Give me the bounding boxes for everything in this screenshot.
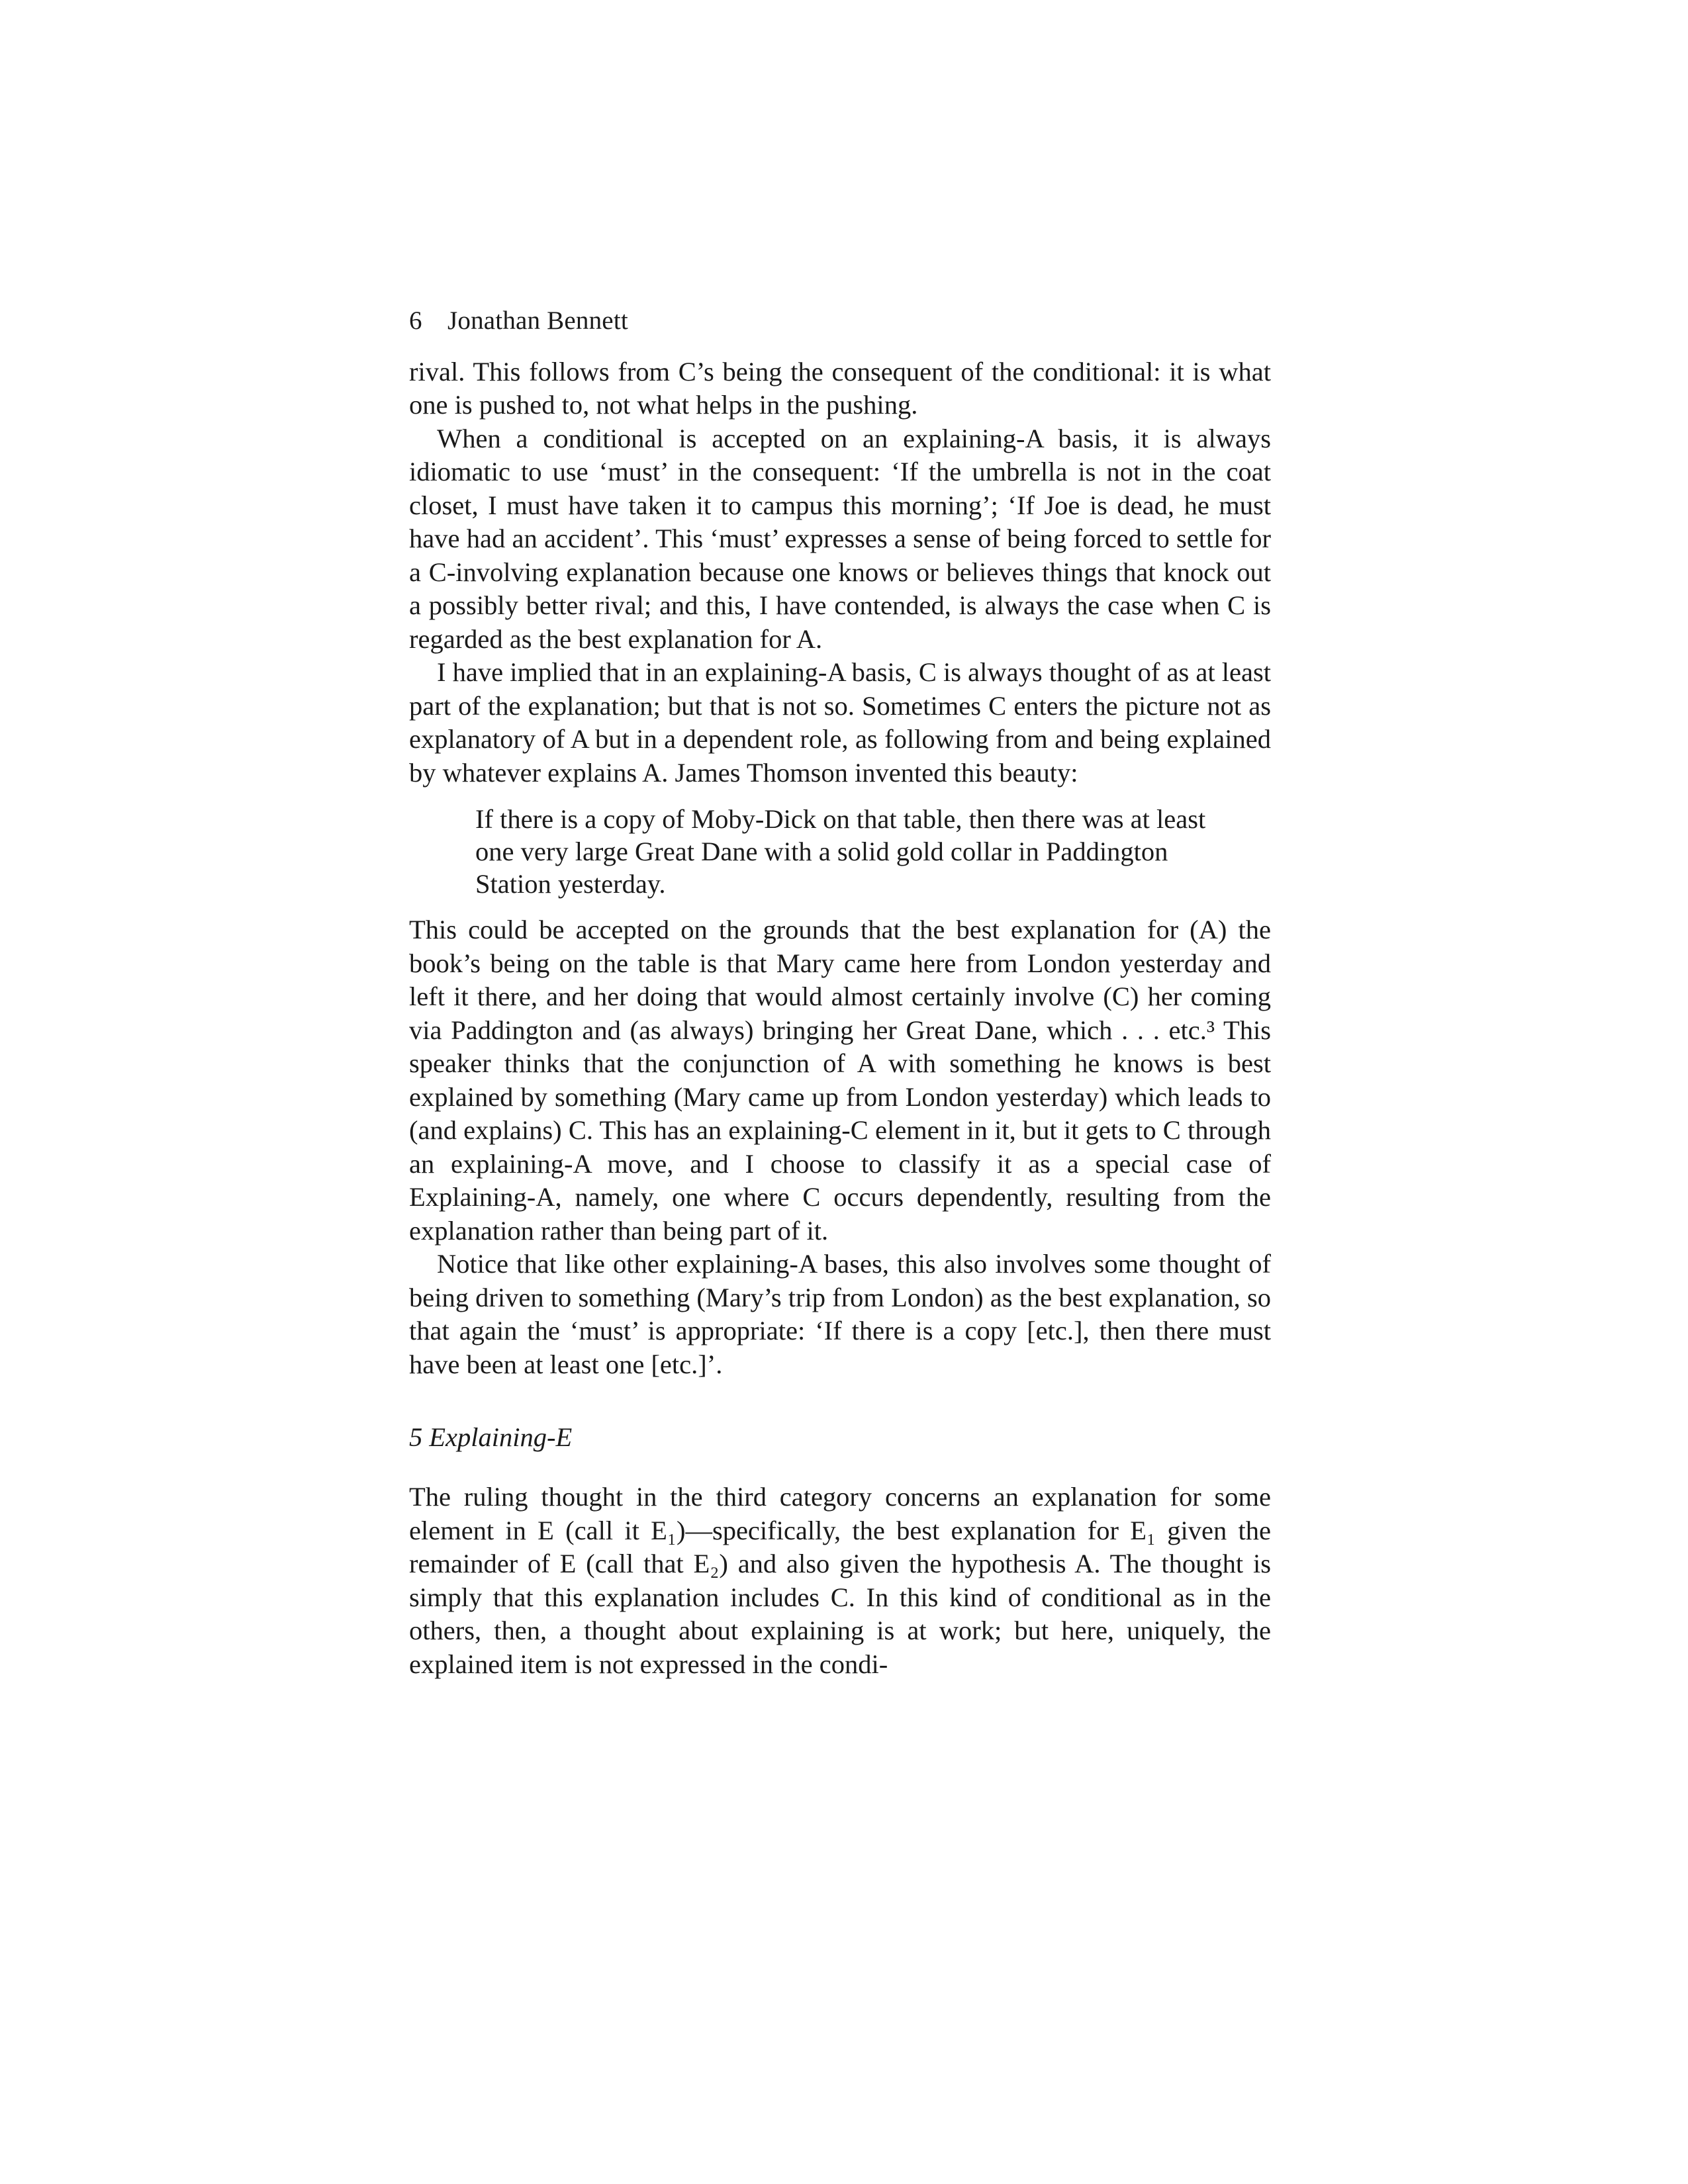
page-number: 6	[409, 306, 422, 335]
section-heading	[409, 1421, 1271, 1454]
paragraph-4: This could be accepted on the grounds that the best explanation for (A) the book’s being on the table is that Mary came here from London yesterday and left it there, and her doing that would almost certainly involve (C) her coming via Paddington and (as always) bringing her Great Dane, which . . . etc.³ This speaker thinks that the conjunction of A with something he knows is best explained by something (Mary came up from London yesterday) which leads to (and explains) C. This has an explaining-C element in it, but it gets to C through an explaining-A move, and I choose to classify it as a special case of Explaining-A, namely, one where C occurs dependently, resulting from the explanation rather than being part of it.	[409, 915, 1271, 1246]
block-quote-text: If there is a copy of Moby-Dick on that table, then there was at least one very large Great Dane with a solid gold collar in Paddington Station yesterday.	[475, 804, 1206, 899]
paragraph-5: Notice that like other explaining-A bases, this also involves some thought of being driven to something (Mary’s trip from London) as the best explanation, so that again the ‘must’ is appropriate: ‘If there is a copy [etc.], then there must have been at least one [etc.]’.	[409, 1249, 1271, 1379]
section-title: Explaining-E	[429, 1422, 573, 1453]
paragraph-2: When a conditional is accepted on an explaining-A basis, it is always idiomatic to use ‘must’ in the consequent: ‘If the umbrella is not in the coat closet, I must have taken it to campus this morning’; ‘If Joe is dead, he must have had an accident’. This ‘must’ expresses a sense of being forced to settle for a C-involving explanation because one knows or believes things that knock out a possibly better rival; and this, I have contended, is always the case when C is regarded as the best explanation for A.	[409, 423, 1271, 654]
paragraph-6: The ruling thought in the third category concerns an explanation for some element in E (call it E₁)—specifically, the best explanation for E₁ given the remainder of E (call that E₂) and also given the hypothesis A. The thought is simply that this explanation includes C. In this kind of conditional as in the others, then, a thought about explaining is at work; but here, uniquely, the explained item is not expressed in the condi-	[409, 1482, 1271, 1679]
section-number: 5	[409, 1422, 423, 1453]
block-quote	[475, 803, 1242, 900]
author-name: Jonathan Bennett	[447, 306, 628, 335]
running-head	[409, 306, 1271, 337]
page	[409, 306, 1271, 1681]
paragraph-3: I have implied that in an explaining-A basis, C is always thought of as at least part of the explanation; but that is not so. Sometimes C enters the picture not as explanatory of A but in a dependent role, as following from and being explained by whatever explains A. James Thomson invented this beauty:	[409, 657, 1271, 788]
paragraph-1: rival. This follows from C’s being the consequent of the conditional: it is what one is pushed to, not what helps in the pushing.	[409, 356, 1271, 420]
